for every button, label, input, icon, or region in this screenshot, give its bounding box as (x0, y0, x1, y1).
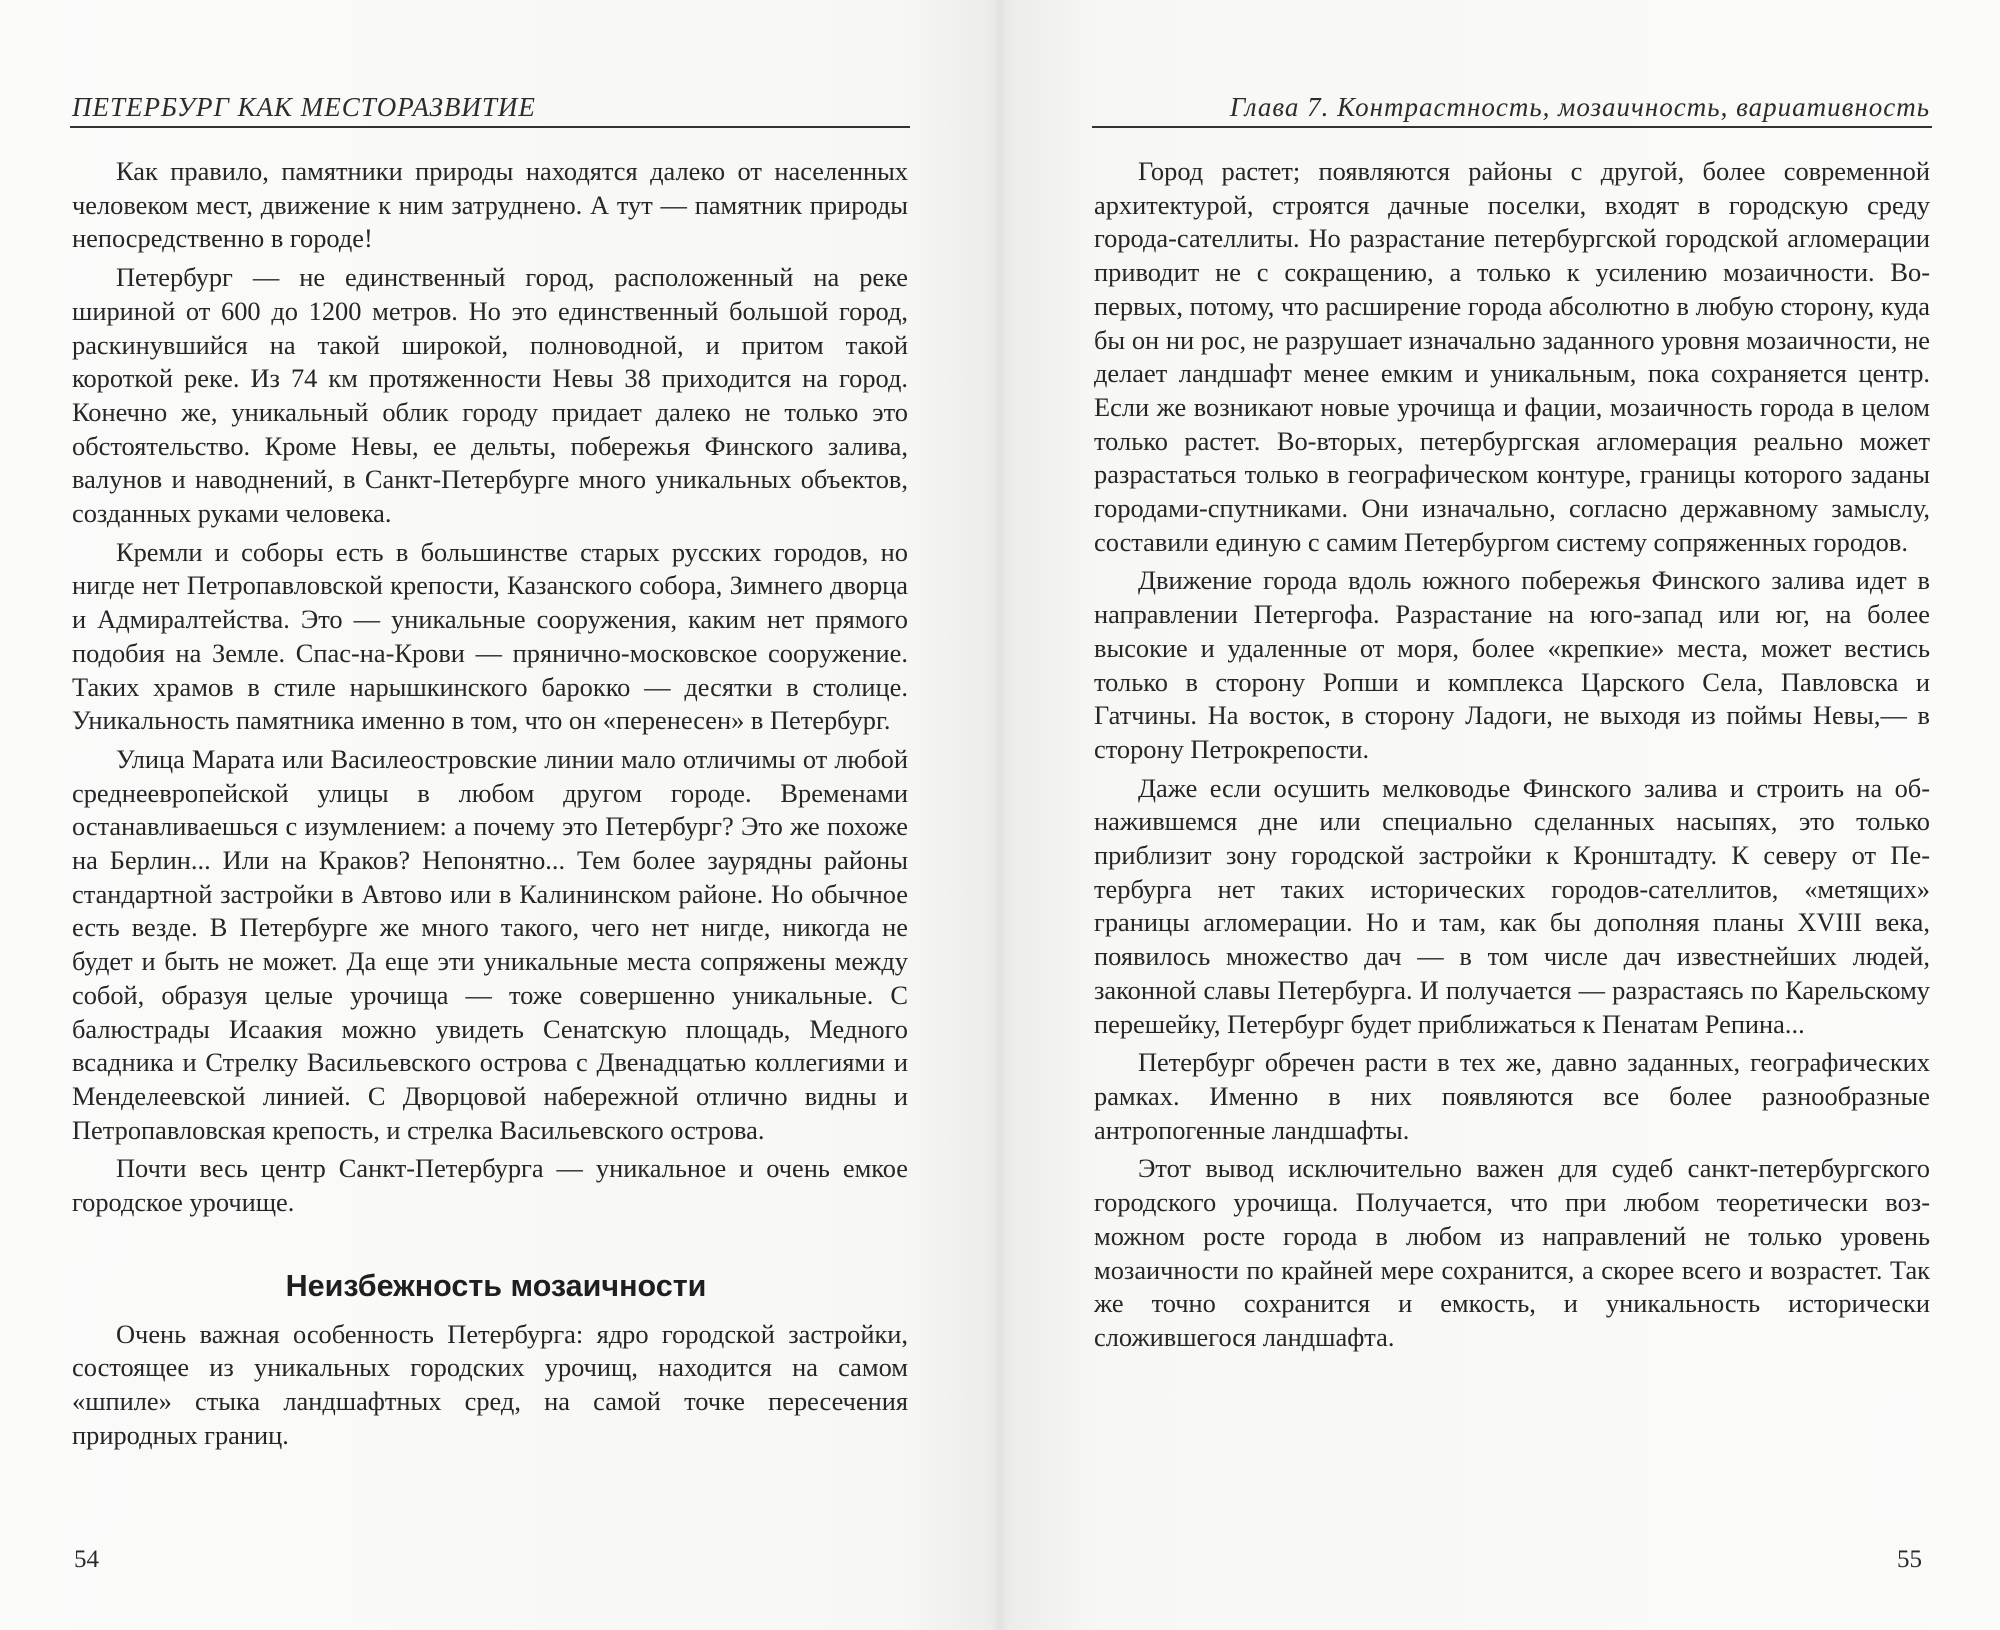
left-paragraph: Кремли и соборы есть в большинстве старых русских городов, но нигде нет Петропавловской крепости, Казанского собора, Зимнего дворца и Адмиралтейства. Это — уникальные сооружения, каким нет прямого подобия на Земле. Спас-на-Крови — прянично-московское сооружение. Таких храмов в стиле нарышкинского барокко — десятки в столице. Уникальность памятника именно в том, что он «перенесен» в Петербург. (72, 536, 908, 736)
right-header-rule (1092, 126, 1932, 128)
page-number-left: 54 (74, 1546, 99, 1573)
right-body-text (1094, 155, 1930, 1355)
right-paragraph: Даже если осушить мелководье Финского залива и строить на обнажившемся дне или специально сделанных насыпях, это только приблизит зону городской застройки к Кронштадту. К северу от Петербурга нет таких исторических городов-сателлитов, «метящих» границы агломерации. Но и там, как бы дополняя планы XVIII века, появилось множество дач — в том числе дач известнейших людей, законной славы Петербурга. И получается — разрастаясь по Карельскому перешейку, Петербург будет приближаться к Пенатам Репина... (1094, 772, 1930, 1039)
section-heading: Неизбежность мозаичности (285, 1268, 707, 1303)
left-paragraph: Почти весь центр Санкт-Петербурга — уникальное и очень емкое городское урочище. (72, 1153, 908, 1218)
left-paragraph: Как правило, памятники природы находятся далеко от населенных человеком мест, движение к ним затруднено. А тут — памятник природы непосредственно в городе! (72, 156, 908, 254)
left-paragraph: Петербург — не единственный город, расположенный на реке шириной от 600 до 1200 метров. Но это единственный большой город, раскинувшийся на такой широкой, полноводной, и притом такой короткой реке. Из 74 км протяженности Невы 38 приходится на город. Конечно же, уникальный облик городу придает далеко не только это обстоятельство. Кроме Невы, ее дельты, побережья Финского залива, валунов и наводнений, в Санкт-Петербурге много уникальных объектов, созданных руками человека. (72, 262, 908, 529)
right-paragraph: Город растет; появляются районы с другой, более современной архитектурой, строятся дачные поселки, входят в городскую среду города-сателлиты. Но разрастание петербургской городской агломерации приводит не с сокращению, а только к усилению мозаичности. Во-первых, потому, что расширение города абсолютно в любую сторону, куда бы он ни рос, не разрушает изначально заданного уровня мозаичности, не делает ландшафт менее емким и уникальным, пока сохраняется центр. Если же возникают новые урочища и фации, мозаичность города в целом только растет. Во-вторых, петербургская агломерация реально может разрастаться только в географическом контуре, границы которого заданы городами-спутниками. Они изначально, согласно державному замыслу, составили единую с самим Петербургом систему сопряженных городов. (1094, 156, 1930, 557)
left-running-head: ПЕТЕРБУРГ КАК МЕСТОРАЗВИТИЕ (72, 92, 536, 122)
right-paragraph: Этот вывод исключительно важен для судеб санкт-петербургского городского урочища. Получается, что при любом теоретически возможном росте города в любом из направлений не только уровень мозаичности по крайней мере сохранится, а скорее всего и возрастет. Так же точно сохранится и емкость, и уникальность исторически сложившегося ландшафта. (1094, 1153, 1930, 1352)
left-paragraph: Улица Марата или Василеостровские линии мало отличимы от любой среднеевропейской улицы в любом другом городе. Временами останавливаешься с изумлением: а почему это Петербург? Это же похоже на Берлин... Или на Краков? Непонятно... Тем более заурядны районы стандартной застройки в Автово или в Калининском районе. Но обычное есть везде. В Петербурге же много такого, чего нет нигде, никогда не будет и быть не может. Да еще эти уникальные места сопряжены между собой, образуя целые урочища — тоже совершенно уникальные. С балюстрады Исаакия можно увидеть Сенатскую площадь, Медного всадника и Стрелку Васильевского острова с Двенадцатью коллегиями и Менделеевской линией. С Дворцовой набережной отлично видны и Петропавловская крепость, и стрелка Васильевского острова. (72, 743, 908, 1145)
right-page (1000, 0, 2000, 1630)
left-body-text (72, 155, 908, 1452)
right-paragraph: Движение города вдоль южного побережья Финского залива идет в направлении Петергофа. Разрастание на юго-запад или юг, на более высокие и удаленные от моря, более «крепкие» места, может вестись только в сторону Ропши и комплекса Царского Села, Павловска и Гатчины. На восток, в сторону Ладоги, не выходя из поймы Невы,— в сторону Петрокрепости. (1094, 565, 1930, 764)
left-header-rule (70, 126, 910, 128)
right-running-head: Глава 7. Контрастность, мозаичность, вариативность (1229, 92, 1930, 122)
page-number-right: 55 (1897, 1546, 1922, 1573)
right-paragraph: Петербург обречен расти в тех же, давно заданных, географических рамках. Именно в них появляются все более разнообразные антропогенные ландшафты. (1094, 1047, 1930, 1145)
left-paragraph: Очень важная особенность Петербурга: ядро городской застройки, состоящее из уникальных городских урочищ, находится на самом «шпиле» стыка ландшафтных сред, на самой точке пересечения природных границ. (72, 1318, 908, 1450)
